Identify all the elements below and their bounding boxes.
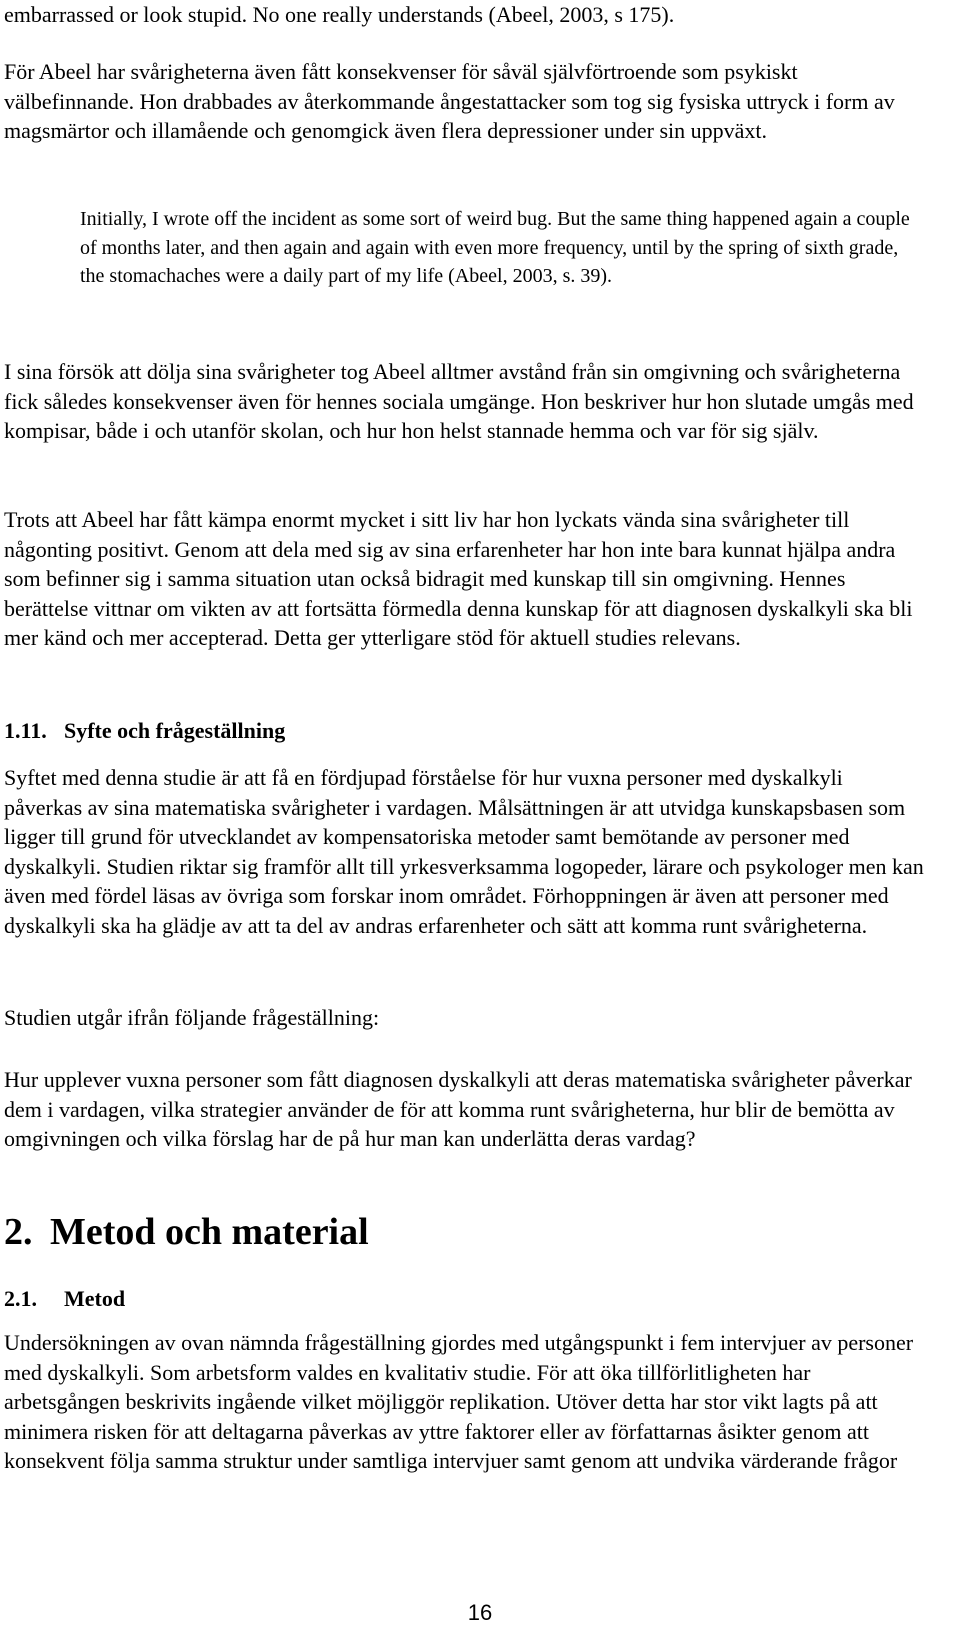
heading-title: Metod xyxy=(64,1286,126,1311)
paragraph-consequences: För Abeel har svårigheterna även fått konsekvenser för såväl självförtroende som psykiskt välbefinnande. Hon drabbades av återkommande ångestattacker som tog sig fysiska uttryck i form av magsmärtor och illamående och genomgick även flera depressioner under sin uppväxt. xyxy=(4,59,895,143)
paragraph-method: Undersökningen av ovan nämnda frågeställning gjordes med utgångspunkt i fem intervjuer av personer med dyskalkyli. Som arbetsform valdes en kvalitativ studie. För att öka tillförlitligheten har arbetsgången beskrivits ingående vilket möjliggör replikation. Utöver detta har stor vikt lagts på att minimera risken för att deltagarna påverkas av yttre faktorer eller av författarnas åsikter genom att konsekvent följa samma struktur under samtliga intervjuer samt genom att undvika värderande frågor xyxy=(4,1330,914,1473)
heading-title: Syfte och frågeställning xyxy=(64,718,286,743)
heading-section-2-1 xyxy=(4,1284,125,1314)
heading-number: 1.11. xyxy=(4,718,47,743)
paragraph-purpose: Syftet med denna studie är att få en fördjupad förståelse för hur vuxna personer med dyskalkyli påverkas av sina matematiska svårigheter i vardagen. Målsättningen är att utvidga kunskapsbasen som ligger till grund för utvecklandet av kompensatoriska metoder samt bemötande av personer med dyskalkyli. Studien riktar sig framför allt till yrkesverksamma logopeder, lärare och psykologer men kan även med fördel läsas av övriga som forskar inom området. Förhoppningen är även att personer med dyskalkyli ska ha glädje av att ta del av andras erfarenheter och sätt att komma runt svårigheterna. xyxy=(4,765,924,938)
heading-title: Metod och material xyxy=(50,1211,369,1253)
block-quote: Initially, I wrote off the incident as some sort of weird bug. But the same thing happened again a couple of months later, and then again and again with even more frequency, until by the spring of sixth grade, the stomachaches were a daily part of my life (Abeel, 2003, s. 39). xyxy=(80,208,910,287)
paragraph-positive: Trots att Abeel har fått kämpa enormt mycket i sitt liv har hon lyckats vända sina svårigheter till någonting positivt. Genom att dela med sig av sina erfarenheter har hon inte bara kunnat hjälpa andra som befinner sig i samma situation utan också bidragit med kunskap till sin omgivning. Hennes berättelse vittnar om vikten av att fortsätta förmedla denna kunskap för att diagnosen dyskalkyli ska bli mer känd och mer accepterad. Detta ger ytterligare stöd för aktuell studies relevans. xyxy=(4,507,913,650)
paragraph-quote-continuation: embarrassed or look stupid. No one really understands (Abeel, 2003, s 175). xyxy=(4,2,675,27)
paragraph-social: I sina försök att dölja sina svårigheter tog Abeel alltmer avstånd från sin omgivning och svårigheterna fick således konsekvenser även för hennes sociala umgänge. Hon beskriver hur hon slutade umgås med kompisar, både i och utanför skolan, och hur hon helst stannade hemma och var för sig själv. xyxy=(4,359,914,443)
paragraph-research-question-intro: Studien utgår ifrån följande frågeställning: xyxy=(4,1005,380,1030)
heading-number: 2. xyxy=(4,1211,33,1253)
heading-section-1-11 xyxy=(4,716,285,746)
page-number: 16 xyxy=(467,1600,493,1625)
heading-number: 2.1. xyxy=(4,1286,37,1311)
heading-chapter-2 xyxy=(4,1210,369,1254)
paragraph-research-question: Hur upplever vuxna personer som fått diagnosen dyskalkyli att deras matematiska svårigheter påverkar dem i vardagen, vilka strategier använder de för att komma runt svårigheterna, hur blir de bemötta av omgivningen och vilka förslag har de på hur man kan underlätta deras vardag? xyxy=(4,1067,912,1151)
